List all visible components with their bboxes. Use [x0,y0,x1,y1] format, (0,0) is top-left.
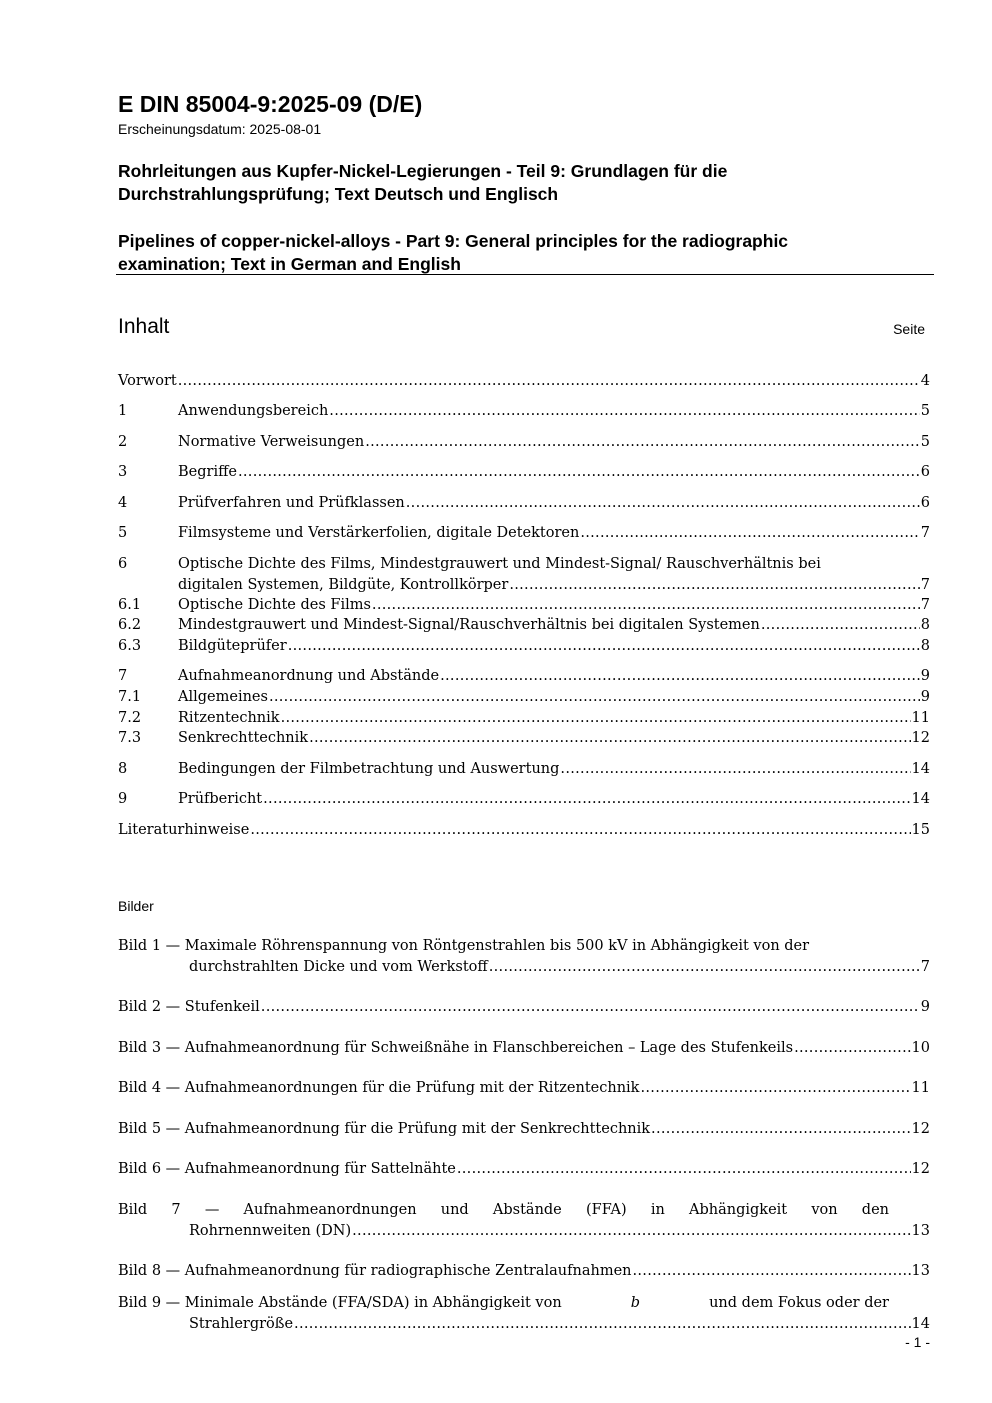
leader-dots [372,595,920,615]
toc-entry-page: 5 [920,403,930,419]
toc-entry-page: 6 [920,495,930,511]
leader-dots [580,523,919,543]
toc-entry-number: 7.1 [118,689,142,705]
toc-entry-number: 1 [118,403,128,419]
leader-dots [440,666,920,686]
figure-entry[interactable] [118,1261,930,1281]
toc-entry-line-2 [118,575,930,595]
figure-entry-title: Bild 2 — Stufenkeil [118,999,260,1015]
leader-dots [365,432,920,452]
figure-entry-title-cont: durchstrahlten Dicke und vom Werkstoff [189,959,488,975]
toc-entry-page: 7 [920,525,930,541]
toc-entry-page: 6 [920,464,930,480]
leader-dots [294,1314,911,1334]
leader-dots [794,1038,910,1058]
figure-entry-page: 10 [911,1040,930,1056]
leader-dots [352,1221,910,1241]
toc-entry-number: 7.3 [118,730,142,746]
toc-entry-title: Optische Dichte des Films [178,597,371,613]
toc-entry[interactable] [118,493,930,513]
leader-dots [651,1119,911,1139]
figure-entry-page: 11 [911,1080,930,1096]
figure-entry-variable: b [630,1295,641,1311]
toc-entry-number: 5 [118,525,128,541]
title-english [118,230,918,276]
figure-entry-page: 14 [911,1316,930,1332]
figure-entry-line-1: Bild 1 — Maximale Röhrenspannung von Röntgenstrahlen bis 500 kV in Abhängigkeit von der [118,938,810,954]
figure-entry-title-part-b: und dem Fokus oder der [709,1295,889,1311]
figure-entry-line-2 [189,957,930,977]
publication-date: Erscheinungsdatum: 2025-08-01 [118,121,322,137]
toc-entry-page: 5 [920,434,930,450]
figure-entry-page: 13 [911,1263,930,1279]
toc-entry-number: 3 [118,464,128,480]
figure-entry-title: Bild 5 — Aufnahmeanordnung für die Prüfung mit der Senkrechttechnik [118,1121,651,1137]
leader-dots [761,615,920,635]
title-german-line-1: Rohrleitungen aus Kupfer-Nickel-Legierungen - Teil 9: Grundlagen für die [118,161,728,181]
toc-entry-number: 2 [118,434,128,450]
figure-entry-title-cont: Rohrnennweiten (DN) [189,1223,352,1239]
toc-entry[interactable] [118,462,930,482]
leader-dots [406,493,920,513]
figure-entry-page: 7 [920,959,930,975]
toc-entry-title: Prüfbericht [178,791,263,807]
figure-entry-line-2 [189,1221,930,1241]
toc-entry-title: Literaturhinweise [118,822,250,838]
toc-entry-number: 6 [118,556,128,572]
toc-entry[interactable] [118,523,930,543]
leader-dots [250,820,910,840]
toc-entry-number: 8 [118,761,128,777]
title-english-line-2: examination; Text in German and English [118,254,461,274]
figure-entry-title: Bild 4 — Aufnahmeanordnungen für die Prüfung mit der Ritzentechnik [118,1080,640,1096]
figure-entry[interactable] [118,997,930,1017]
leader-dots [560,759,910,779]
figure-entry-page: 12 [911,1161,930,1177]
toc-entry-page: 12 [911,730,930,746]
title-english-line-1: Pipelines of copper-nickel-alloys - Part 9: General principles for the radiographic [118,231,789,251]
toc-entry-page: 15 [911,822,930,838]
toc-page-column-label: Seite [893,321,925,337]
toc-entry-title: Bildgüteprüfer [178,638,287,654]
toc-entry-number: 6.2 [118,617,142,633]
figure-entry-page: 12 [911,1121,930,1137]
leader-dots [329,401,919,421]
figure-entry-page: 9 [920,999,930,1015]
toc-entry[interactable] [118,789,930,809]
toc-entry[interactable] [118,708,930,728]
toc-entry-title: Begriffe [178,464,237,480]
toc-entry-title: Bedingungen der Filmbetrachtung und Auswertung [178,761,560,777]
leader-dots [632,1261,910,1281]
leader-dots [238,462,920,482]
toc-entry-number: 6.3 [118,638,142,654]
toc-entry-title: Ritzentechnik [178,710,280,726]
toc-entry-title: Senkrechttechnik [178,730,309,746]
figure-entry-title-part-a: Bild 9 — Minimale Abstände (FFA/SDA) in Abhängigkeit von [118,1295,562,1311]
toc-entry-number: 4 [118,495,128,511]
toc-entry-title: Mindestgrauwert und Mindest-Signal/Rauschverhältnis bei digitalen Systemen [178,617,760,633]
figure-entry-title: Bild 3 — Aufnahmeanordnung für Schweißnähe in Flanschbereichen – Lage des Stufenkeils [118,1040,794,1056]
title-german [118,160,918,206]
toc-entry[interactable] [118,371,930,391]
toc-entry[interactable] [118,595,930,615]
toc-entry-page: 4 [920,373,930,389]
toc-entry-page: 11 [911,710,930,726]
toc-entry-page: 7 [920,597,930,613]
toc-heading: Inhalt [118,315,170,338]
toc-entry-title: Anwendungsbereich [178,403,329,419]
figure-entry-title: Bild 8 — Aufnahmeanordnung für radiographische Zentralaufnahmen [118,1263,632,1279]
leader-dots [263,789,910,809]
figure-entry-title: Bild 6 — Aufnahmeanordnung für Sattelnähte [118,1161,456,1177]
toc-entry[interactable] [118,615,930,635]
toc-entry-title-cont: digitalen Systemen, Bildgüte, Kontrollkörper [178,577,509,593]
figure-entry-title-cont: Strahlergröße [189,1316,294,1332]
leader-dots [178,371,920,391]
leader-dots [309,728,910,748]
figure-entry[interactable] [118,1078,930,1098]
toc-entry-page: 8 [920,617,930,633]
leader-dots [640,1078,910,1098]
toc-entry-page: 9 [920,689,930,705]
header-divider [116,274,934,275]
toc-entry-number: 7.2 [118,710,142,726]
leader-dots [261,997,920,1017]
title-german-line-2: Durchstrahlungsprüfung; Text Deutsch und Englisch [118,184,559,204]
figure-entry[interactable] [118,1119,930,1139]
document-header [118,90,934,274]
figure-entry-line-2 [189,1314,930,1334]
toc-entry[interactable] [118,759,930,779]
page-number: - 1 - [905,1334,930,1350]
document-id: E DIN 85004-9:2025-09 (D/E) [118,91,423,117]
toc-entry-page: 14 [911,761,930,777]
leader-dots [269,687,920,707]
figure-entry[interactable] [118,1159,930,1179]
toc-entry-page: 7 [920,577,930,593]
toc-entry[interactable] [118,666,930,686]
toc-entry-page: 14 [911,791,930,807]
toc-entry[interactable] [118,728,930,748]
toc-entry-title: Vorwort [118,373,177,389]
toc-entry[interactable] [118,820,930,840]
toc-entry-title: Optische Dichte des Films, Mindestgrauwert und Mindest-Signal/ Rauschverhältnis bei [178,556,821,572]
figure-entry-line-1 [118,1293,889,1313]
leader-dots [457,1159,911,1179]
toc-entry-page: 8 [920,638,930,654]
leader-dots [281,708,911,728]
leader-dots [509,575,919,595]
toc-entry-number: 6.1 [118,597,142,613]
toc-entry-line-1 [118,554,930,574]
toc-entry-page: 9 [920,668,930,684]
toc-entry-title: Allgemeines [178,689,268,705]
toc-entry[interactable] [118,636,930,656]
figures-heading: Bilder [118,898,154,914]
figure-entry-page: 13 [911,1223,930,1239]
figure-entry-line-1: Bild 7 — Aufnahmeanordnungen und Abstände (FFA) in Abhängigkeit von den [118,1202,889,1218]
toc-entry-number: 7 [118,668,128,684]
toc-entry[interactable] [118,432,930,452]
toc-entry-number: 9 [118,791,128,807]
toc-entry[interactable] [118,687,930,707]
toc-entry-title: Prüfverfahren und Prüfklassen [178,495,405,511]
toc-entry-title: Normative Verweisungen [178,434,365,450]
figure-entry[interactable] [118,1038,930,1058]
leader-dots [288,636,920,656]
toc-entry[interactable] [118,401,930,421]
toc-entry-title: Filmsysteme und Verstärkerfolien, digitale Detektoren [178,525,580,541]
leader-dots [489,957,920,977]
toc-entry-title: Aufnahmeanordnung und Abstände [178,668,440,684]
